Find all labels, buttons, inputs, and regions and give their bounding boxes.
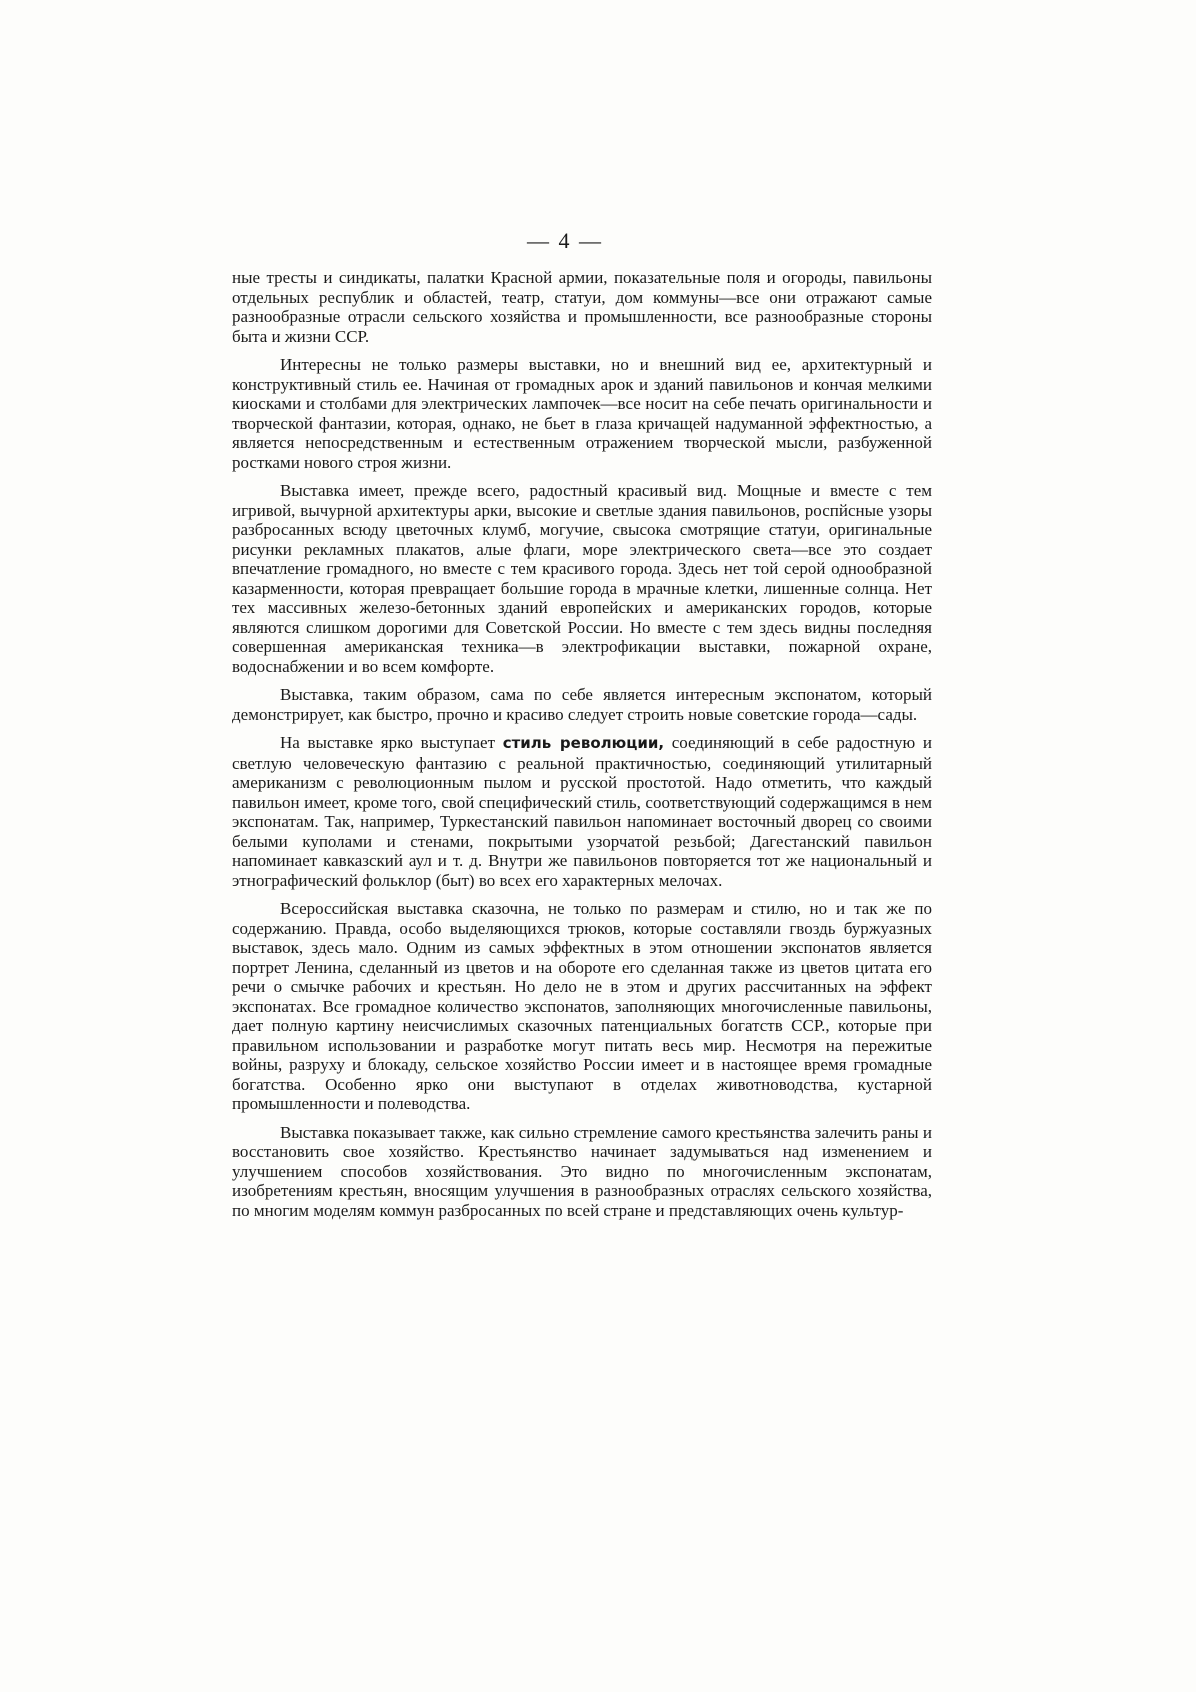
paragraph-4: Выставка, таким образом, сама по себе является интересным экспонатом, который демонстрирует, как быстро, прочно и красиво следует строить новые советские города—сады. [232, 685, 932, 724]
paragraph-1: ные тресты и синдикаты, палатки Красной армии, показательные поля и огороды, павильоны отдельных республик и областей, театр, статуи, дом коммуны—все они отражают самые разнообразные отрасли сельского хозяйства и промышленности, все разнообразные стороны быта и жизни ССР. [232, 268, 932, 346]
paragraph-5-emphasis: стиль революции, [502, 734, 665, 752]
paragraph-2: Интересны не только размеры выставки, но и внешний вид ее, архитектурный и конструктивный стиль ее. Начиная от громадных арок и зданий павильонов и кончая мелкими киосками и столбами для электрических лампочек—все носит на себе печать оригинальности и творческой фантазии, которая, однако, не бьет в глаза кричащей надуманной эффектностью, а является непосредственным и естественным отражением творческой мысли, разбуженной ростками нового строя жизни. [232, 355, 932, 472]
page-number: — 4 — [527, 228, 603, 253]
paragraph-3: Выставка имеет, прежде всего, радостный красивый вид. Мощные и вместе с тем игривой, вычурной архитектуры арки, высокие и светлые здания павильонов, роспйсные узоры разбросанных всюду цветочных клумб, могучие, свысока смотрящие статуи, оригинальные рисунки рекламных плакатов, алые флаги, море электрического света—все это создает впечатление громадного, но вместе с тем красивого города. Здесь нет той серой однообразной казарменности, которая превращает большие города в мрачные клетки, лишенные солнца. Нет тех массивных железо-бетонных зданий европейских и американских городов, которые являются слишком дорогими для Советской России. Но вместе с тем здесь видны последняя совершенная американская техника—в электрофикации выставки, пожарной охране, водоснабжении и во всем комфорте. [232, 481, 932, 676]
paragraph-6: Всероссийская выставка сказочна, не только по размерам и стилю, но и так же по содержанию. Правда, особо выделяющихся трюков, которые составляли гвоздь буржуазных выставок, здесь мало. Одним из самых эффектных в этом отношении экспонатов является портрет Ленина, сделанный из цветов и на обороте его сделанная также из цветов цитата его речи о смычке рабочих и крестьян. Но дело не в этом и других рассчитанных на эффект экспонатах. Все громадное количество экспонатов, заполняющих многочисленные павильоны, дает полную картину неисчислимых сказочных патенциальных богатств ССР., которые при правильном использовании и разработке могут питать весь мир. Несмотря на пережитые войны, разруху и блокаду, сельское хозяйство России имеет и в настоящее время громадные богатства. Особенно ярко они выступают в отделах животноводства, кустарной промышленности и полеводства. [232, 899, 932, 1113]
body-text [232, 268, 932, 1229]
paragraph-5-rest: соединяющий в себе радостную и светлую человеческую фантазию с реальной практичностью, соединяющий утилитарный американизм с революционным пылом и русской простотой. Надо отметить, что каждый павильон имеет, кроме того, свой специфический стиль, соответствующий содержащимся в нем экспонатам. Так, например, Туркестанский павильон напоминает восточный дворец со своими белыми куполами и стенами, покрытыми узорчатой резьбой; Дагестанский павильон напоминает кавказский аул и т. д. Внутри же павильонов повторяется тот же национальный и этнографический фольклор (быт) во всех его характерных мелочах. [232, 733, 932, 890]
paragraph-5 [232, 733, 932, 890]
paragraph-7: Выставка показывает также, как сильно стремление самого крестьянства залечить раны и восстановить свое хозяйство. Крестьянство начинает задумываться над изменением и улучшением способов хозяйствования. Это видно по многочисленным экспонатам, изобретениям крестьян, вносящим улучшения в разнообразных отраслях сельского хозяйства, по многим моделям коммун разбросанных по всей стране и представляющих очень культур- [232, 1122, 932, 1220]
paragraph-5-lead: На выставке ярко выступает [280, 733, 503, 752]
